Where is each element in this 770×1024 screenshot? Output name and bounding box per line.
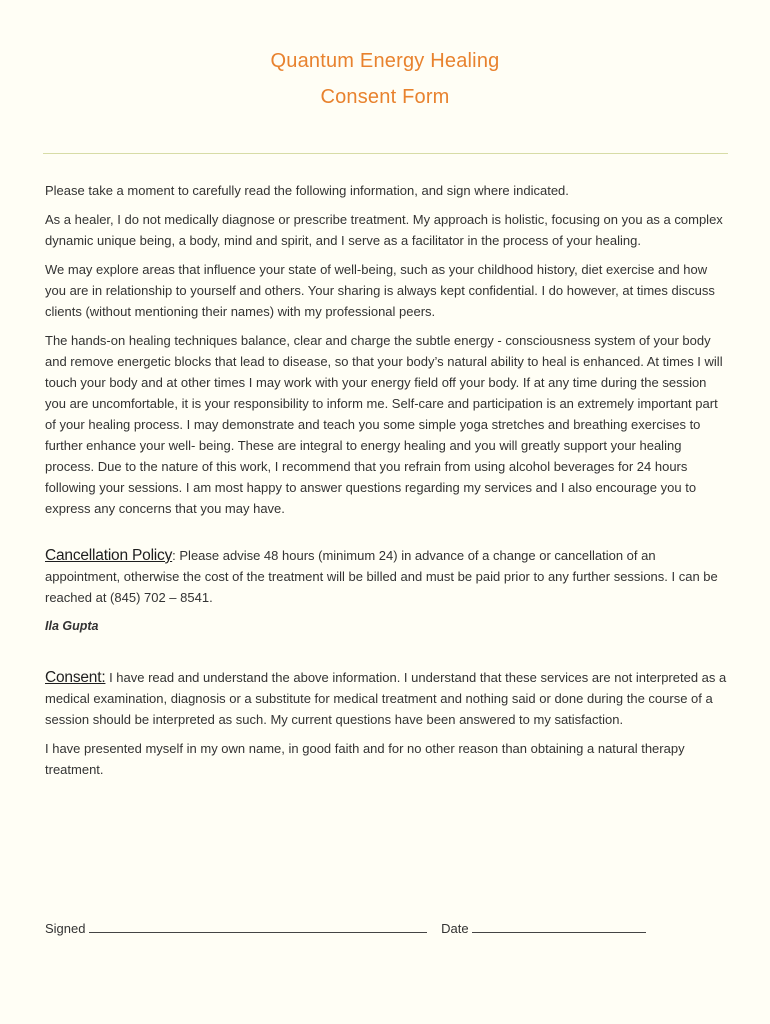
cancellation-policy-heading: Cancellation Policy xyxy=(45,547,173,564)
signed-label: Signed xyxy=(45,921,90,936)
form-subtitle: Consent Form xyxy=(320,86,450,108)
good-faith-paragraph: I have presented myself in my own name, in good faith and for no other reason than obtaining a natural therapy treatment. xyxy=(45,741,685,777)
consent-text: I have read and understand the above information. I understand that these services are not interpreted as a medical examination, diagnosis or a substitute for medical treatment and nothing said or done during the course of a session should be interpreted as such. My current questions have been answered to my satisfaction. xyxy=(45,670,727,727)
date-field[interactable] xyxy=(472,918,646,933)
consent-heading: Consent: xyxy=(45,669,106,686)
practitioner-name: Ila Gupta xyxy=(45,619,99,633)
form-body xyxy=(45,180,727,788)
intro-paragraph: Please take a moment to carefully read the following information, and sign where indicated. xyxy=(45,183,569,198)
signature-row xyxy=(45,918,646,936)
cancellation-policy-paragraph xyxy=(45,545,727,608)
header-divider xyxy=(43,153,728,154)
signature-field[interactable] xyxy=(89,918,427,933)
consent-paragraph xyxy=(45,667,727,730)
date-label: Date xyxy=(441,921,473,936)
confidentiality-paragraph: We may explore areas that influence your state of well-being, such as your childhood history, diet exercise and how you are in relationship to yourself and others. Your sharing is always kept confidential. I do however, at times discuss clients (without mentioning their names) with my professional peers. xyxy=(45,262,715,319)
form-title: Quantum Energy Healing xyxy=(270,50,500,72)
healer-approach-paragraph: As a healer, I do not medically diagnose or prescribe treatment. My approach is holistic, focusing on you as a complex dynamic unique being, a body, mind and spirit, and I serve as a facilitator in the process of your healing. xyxy=(45,212,723,248)
cancellation-policy-text: : Please advise 48 hours (minimum 24) in advance of a change or cancellation of an appointment, otherwise the cost of the treatment will be billed and must be paid prior to any further sessions. I can be reached at (845) 702 – 8541. xyxy=(45,548,718,605)
techniques-paragraph: The hands-on healing techniques balance, clear and charge the subtle energy - consciousness system of your body and remove energetic blocks that lead to disease, so that your body’s natural ability to heal is enhanced. At times I will touch your body and at other times I may work with your energy field off your body. If at any time during the session you are uncomfortable, it is your responsibility to inform me. Self-care and participation is an extremely important part of your healing process. I may demonstrate and teach you some simple yoga stretches and breathing exercises to further enhance your well- being. These are integral to energy healing and you will greatly support your healing process. Due to the nature of this work, I recommend that you refrain from using alcohol beverages for 24 hours following your sessions. I am most happy to answer questions regarding my services and I also encourage you to express any concerns that you may have. xyxy=(45,333,723,516)
